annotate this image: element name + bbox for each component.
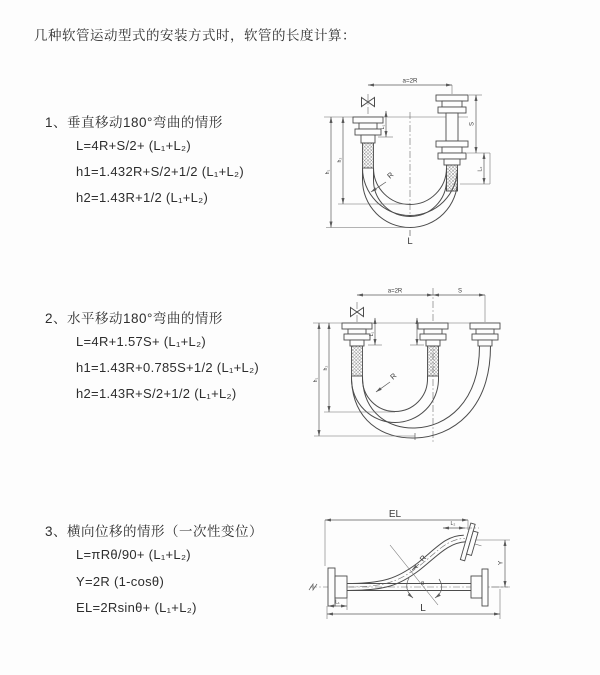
dim-label-l1: L₁ [369, 331, 375, 337]
dim-label-y: Y [497, 560, 505, 566]
braided-hose-section [428, 346, 439, 376]
hose-u-bend [363, 168, 458, 228]
dim-label-s: S [457, 288, 463, 295]
page-title: 几种软管运动型式的安装方式时，软管的长度计算： [34, 28, 356, 43]
section-1-formula-L: L=4R+S/2+ (L₁+L₂) [76, 138, 191, 153]
straight-hose-position [347, 569, 488, 606]
dim-label-length: L [420, 603, 426, 614]
dim-label-h2: h₂ [323, 365, 329, 371]
displaced-hose [347, 535, 466, 590]
section-2-heading: 2、水平移动180°弯曲的情形 [45, 311, 223, 326]
section-3-heading: 3、横向位移的情形（一次性变位） [45, 524, 264, 539]
hose-u-bend [352, 346, 491, 438]
left-flange-connector [353, 117, 383, 168]
dim-label-span: a=2R [387, 288, 403, 295]
dim-label-span: a=2R [402, 77, 418, 85]
right-flange-connector [470, 323, 500, 346]
dimension-lines [314, 295, 485, 440]
dim-label-h2: h₂ [337, 157, 343, 163]
section-2-formula-h2: h2=1.43R+S/2+1/2 (L₁+L₂) [76, 386, 237, 401]
diagram-lateral-displacement [305, 490, 595, 645]
right-flange-connector [436, 95, 468, 191]
dim-label-length: L [407, 236, 413, 247]
section-3-formula-EL: EL=2Rsinθ+ (L₁+L₂) [76, 600, 197, 615]
section-2-formula-h1: h1=1.43R+0.785S+1/2 (L₁+L₂) [76, 360, 260, 375]
diagram-vertical-180-bend [300, 72, 580, 262]
section-3-formula-L: L=πRθ/90+ (L₁+L₂) [76, 547, 191, 562]
section-1-heading: 1、垂直移动180°弯曲的情形 [45, 115, 223, 130]
left-flange-connector [342, 323, 372, 376]
section-3-formula-Y: Y=2R (1-cosθ) [76, 574, 165, 589]
dim-label-radius: R [417, 553, 429, 564]
dim-label-l2: L₂ [450, 521, 456, 527]
dim-label-l2: L₂ [477, 166, 484, 172]
dim-label-radius: R [388, 371, 399, 382]
dim-label-radius: R [385, 170, 396, 181]
dim-label-h1: h₁ [325, 169, 331, 175]
section-1-formula-h1: h1=1.432R+S/2+1/2 (L₁+L₂) [76, 164, 244, 179]
dim-label-h1: h₁ [313, 377, 319, 383]
displaced-flange-connector [460, 523, 488, 565]
braided-hose-section [363, 143, 374, 168]
dim-label-s: S [469, 121, 476, 127]
section-1-formula-h2: h2=1.43R+1/2 (L₁+L₂) [76, 190, 209, 205]
braided-hose-section [447, 165, 458, 191]
section-2-formula-L: L=4R+1.57S+ (L₁+L₂) [76, 334, 207, 349]
dim-label-theta: θ [421, 581, 425, 587]
dim-label-l1: L₁ [380, 124, 386, 130]
diagram-horizontal-180-bend [295, 282, 585, 457]
dim-label-l1: L₁ [335, 599, 340, 606]
middle-flange-connector [418, 323, 448, 376]
braided-hose-section [352, 346, 363, 376]
dim-label-el: EL [388, 509, 402, 520]
